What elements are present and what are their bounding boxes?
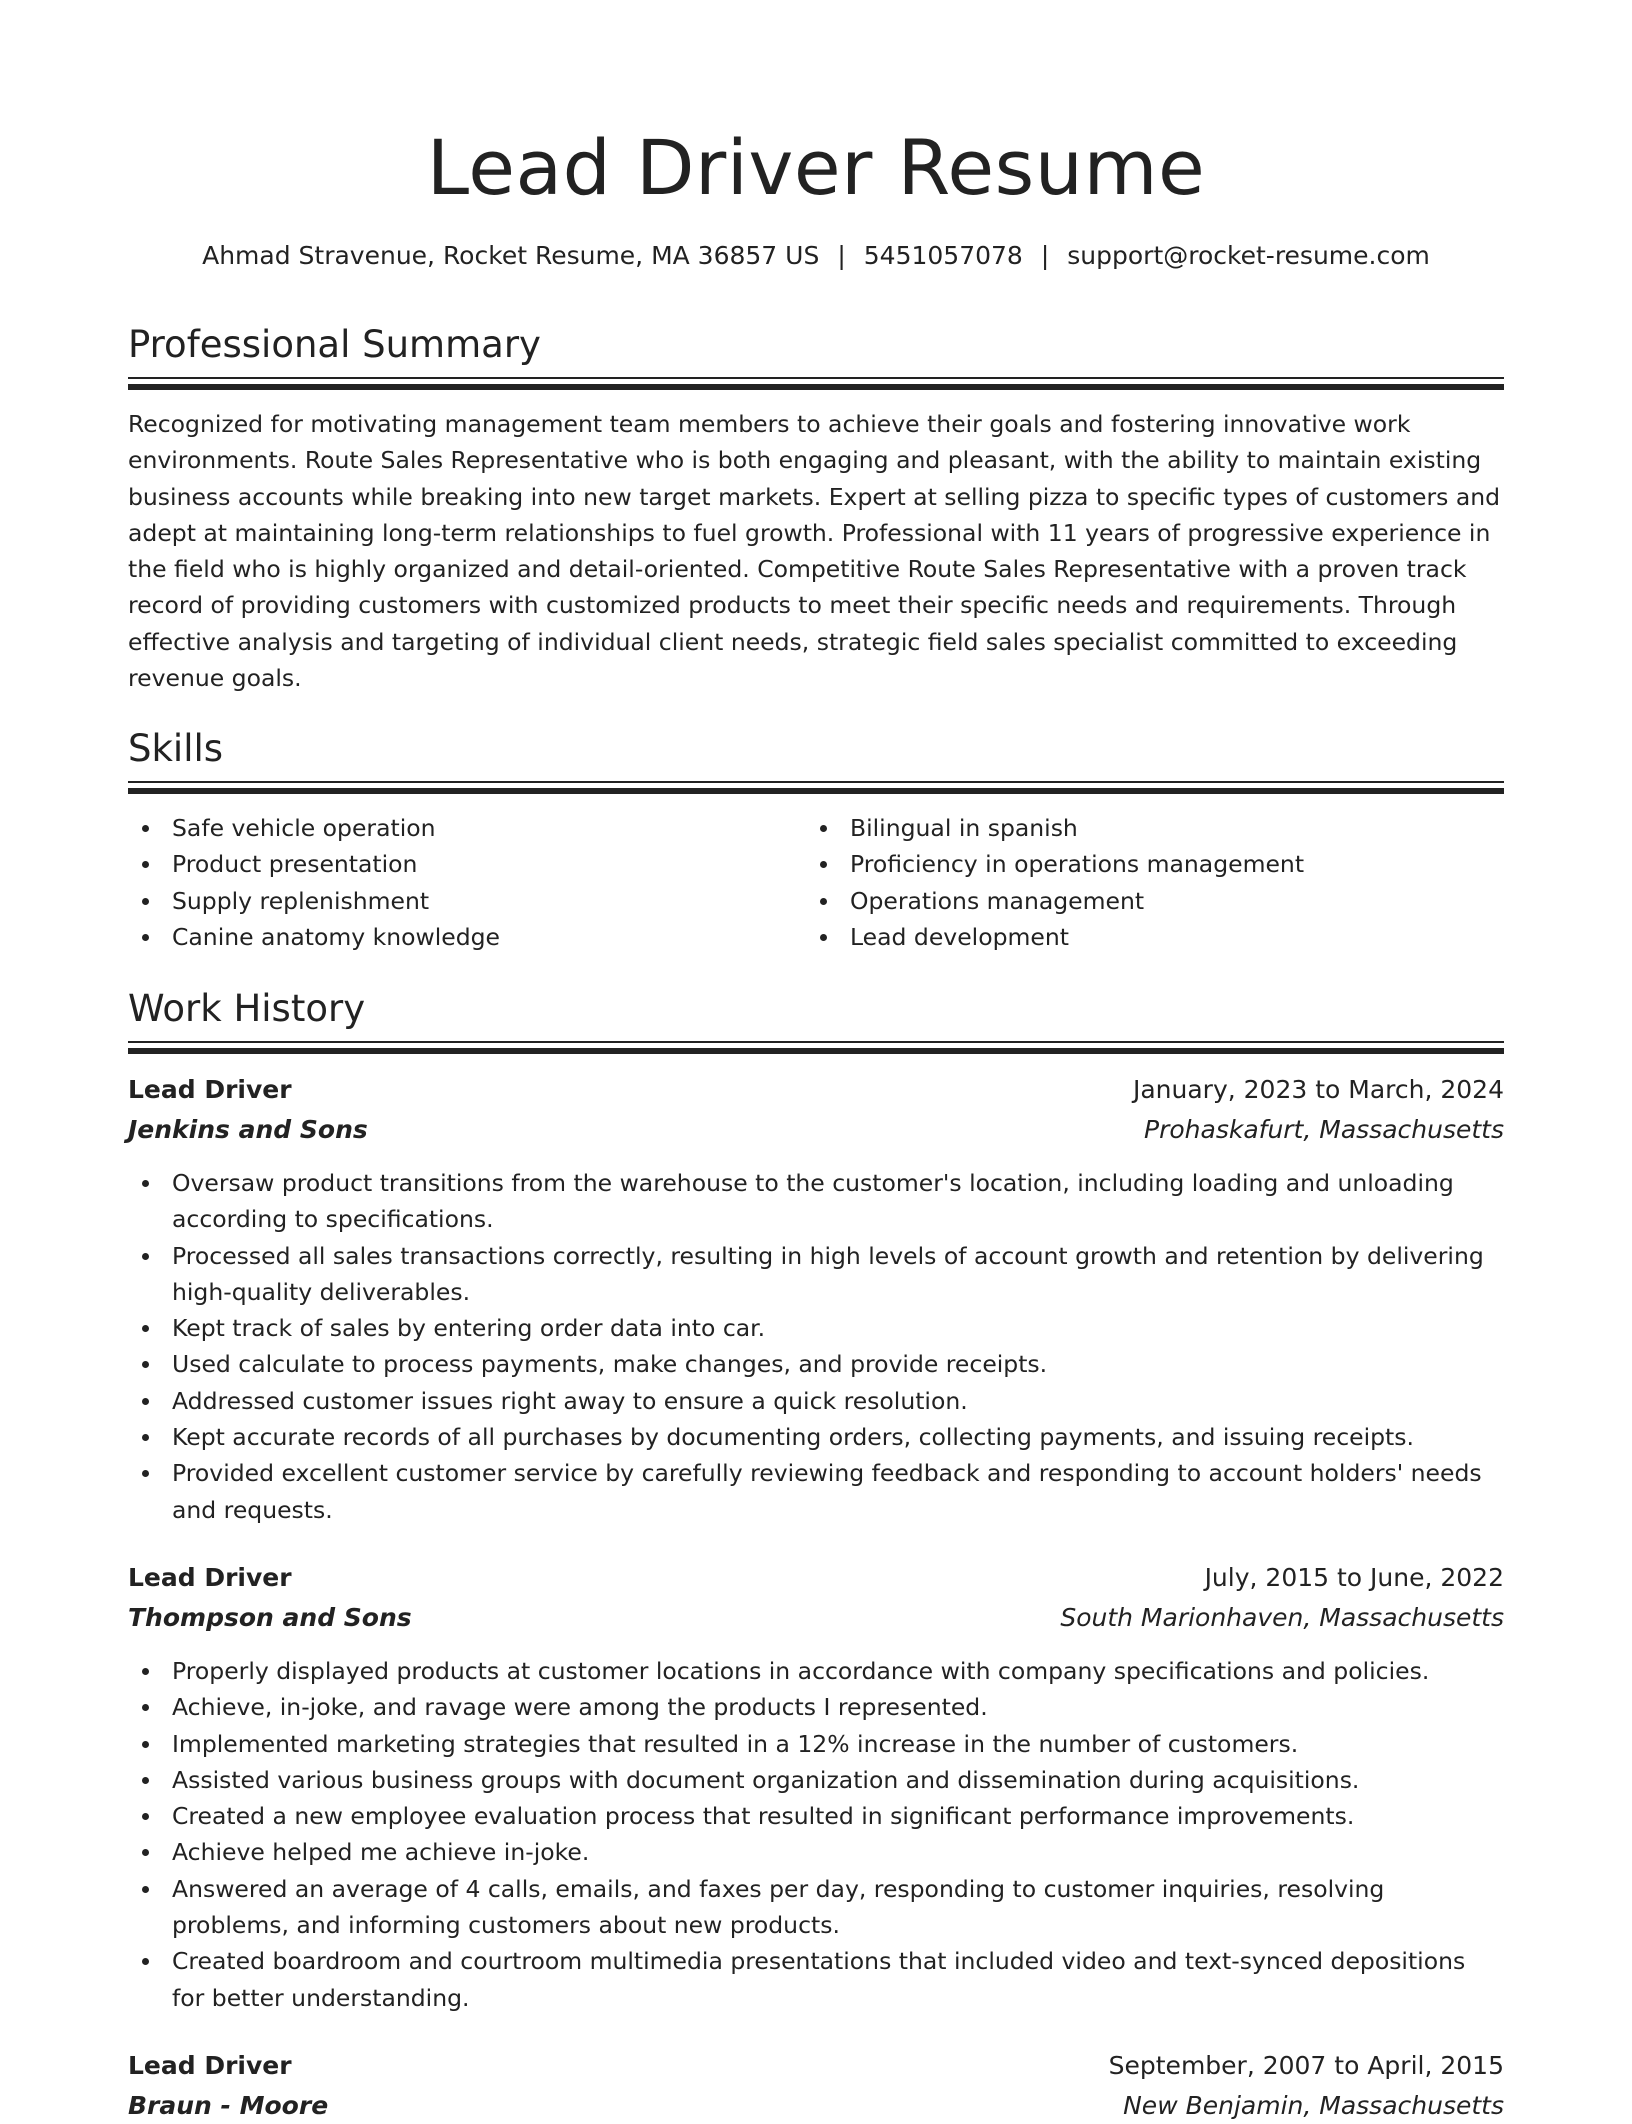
job-location: New Benjamin, Massachusetts — [1123, 2091, 1504, 2120]
skill-item: Proficiency in operations management — [850, 846, 1504, 882]
skill-item: Supply replenishment — [172, 883, 804, 919]
job-bullet: Answered an average of 4 calls, emails, and faxes per day, responding to customer inquiries, resolving problems, and informing customers about new products. — [172, 1871, 1504, 1944]
job-bullet: Addressed customer issues right away to ensure a quick resolution. — [172, 1383, 1504, 1419]
job-title: Lead Driver — [128, 2051, 292, 2080]
job-bullet: Provided excellent customer service by carefully reviewing feedback and responding to account holders' needs and requests. — [172, 1455, 1504, 1528]
job-bullet: Achieve helped me achieve in-joke. — [172, 1834, 1504, 1870]
job-bullet: Achieve, in-joke, and ravage were among the products I represented. — [172, 1689, 1504, 1725]
job-bullet: Implemented marketing strategies that resulted in a 12% increase in the number of customers. — [172, 1726, 1504, 1762]
job-bullets — [128, 1653, 1504, 2016]
skill-item: Lead development — [850, 919, 1504, 955]
skill-item: Safe vehicle operation — [172, 810, 804, 846]
job-bullet: Processed all sales transactions correctly, resulting in high levels of account growth and retention by delivering high-quality deliverables. — [172, 1238, 1504, 1311]
job-company: Jenkins and Sons — [128, 1115, 368, 1144]
job-dates: January, 2023 to March, 2024 — [1132, 1075, 1504, 1104]
skills-list-right — [806, 810, 1504, 955]
work-heading: Work History — [128, 987, 366, 1030]
skill-item: Bilingual in spanish — [850, 810, 1504, 846]
section-divider — [128, 781, 1504, 795]
job-bullets — [128, 1165, 1504, 1528]
contact-email: support@rocket-resume.com — [1067, 241, 1430, 270]
skill-item: Operations management — [850, 883, 1504, 919]
contact-phone: 5451057078 — [863, 241, 1023, 270]
job-bullet: Kept track of sales by entering order data into car. — [172, 1310, 1504, 1346]
job-bullet: Oversaw product transitions from the warehouse to the customer's location, including loading and unloading according to specifications. — [172, 1165, 1504, 1238]
job-bullet: Kept accurate records of all purchases by documenting orders, collecting payments, and issuing receipts. — [172, 1419, 1504, 1455]
job-bullet: Created boardroom and courtroom multimedia presentations that included video and text-synced depositions for better understanding. — [172, 1943, 1504, 2016]
section-divider — [128, 377, 1504, 391]
job-location: Prohaskafurt, Massachusetts — [1144, 1115, 1504, 1144]
job-company: Braun - Moore — [128, 2091, 329, 2120]
contact-separator: | — [1040, 241, 1050, 270]
section-divider — [128, 1041, 1504, 1055]
job-bullet: Assisted various business groups with document organization and dissemination during acquisitions. — [172, 1762, 1504, 1798]
job-company: Thompson and Sons — [128, 1603, 412, 1632]
job-title: Lead Driver — [128, 1075, 292, 1104]
job-title: Lead Driver — [128, 1563, 292, 1592]
job-location: South Marionhaven, Massachusetts — [1060, 1603, 1504, 1632]
contact-line — [128, 238, 1504, 274]
skills-heading: Skills — [128, 727, 224, 770]
job-bullet: Used calculate to process payments, make changes, and provide receipts. — [172, 1346, 1504, 1382]
skill-item: Product presentation — [172, 846, 804, 882]
job-dates: September, 2007 to April, 2015 — [1108, 2051, 1504, 2080]
job-bullet: Properly displayed products at customer locations in accordance with company specifications and policies. — [172, 1653, 1504, 1689]
skill-item: Canine anatomy knowledge — [172, 919, 804, 955]
job-bullet: Created a new employee evaluation process that resulted in significant performance improvements. — [172, 1798, 1504, 1834]
summary-text: Recognized for motivating management team members to achieve their goals and fostering innovative work environments. Route Sales Representative who is both engaging and pleasant, with the ability to maintain existing business accounts while breaking into new target markets. Expert at selling pizza to specific types of customers and adept at maintaining long-term relationships to fuel growth. Professional with 11 years of progressive experience in the field who is highly organized and detail-oriented. Competitive Route Sales Representative with a proven track record of providing customers with customized products to meet their specific needs and requirements. Through effective analysis and targeting of individual client needs, strategic field sales specialist committed to exceeding revenue goals. — [128, 410, 1501, 693]
skills-list-left — [128, 810, 804, 955]
contact-address: Ahmad Stravenue, Rocket Resume, MA 36857 US — [202, 241, 820, 270]
job-dates: July, 2015 to June, 2022 — [1204, 1563, 1504, 1592]
resume-title: Lead Driver Resume — [426, 123, 1206, 212]
contact-separator: | — [837, 241, 846, 270]
summary-heading: Professional Summary — [128, 323, 541, 366]
